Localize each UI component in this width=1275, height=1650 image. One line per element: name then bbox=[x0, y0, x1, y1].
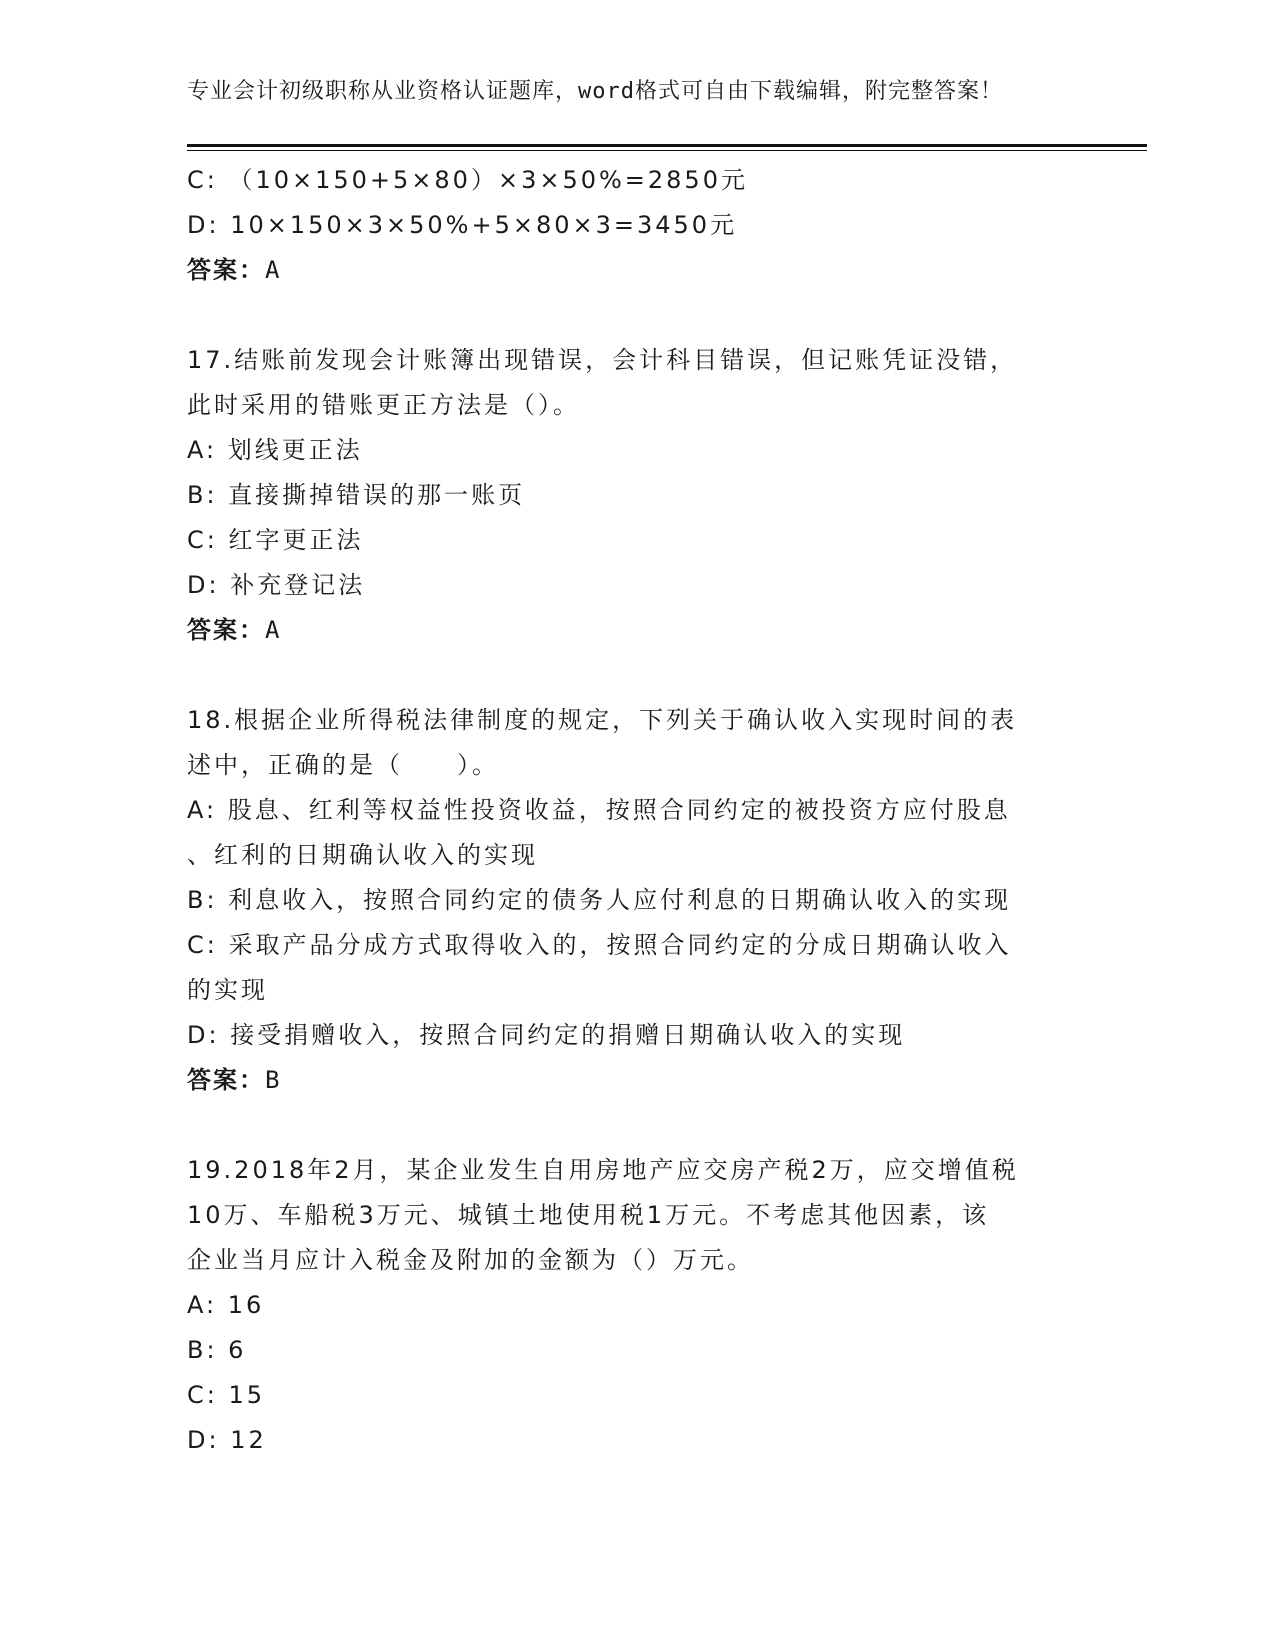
option-c: C: 红字更正法 bbox=[187, 526, 364, 554]
answer-label: 答案： bbox=[187, 616, 265, 644]
answer-value: A bbox=[265, 256, 282, 284]
option-c: C: 15 bbox=[187, 1381, 266, 1409]
question-19 bbox=[187, 1148, 1087, 1463]
question-16-tail bbox=[187, 158, 1087, 293]
header-rule-thin bbox=[187, 150, 1147, 151]
answer-line bbox=[187, 248, 1087, 293]
answer-label: 答案： bbox=[187, 256, 265, 284]
option-c: C: 采取产品分成方式取得收入的，按照合同约定的分成日期确认收入 bbox=[187, 931, 1012, 959]
question-stem: 述中，正确的是（ ）。 bbox=[187, 751, 499, 779]
option-d: D: 12 bbox=[187, 1426, 267, 1454]
option-d: D: 接受捐赠收入，按照合同约定的捐赠日期确认收入的实现 bbox=[187, 1021, 906, 1049]
header-rule-thick bbox=[187, 144, 1147, 147]
answer-value: B bbox=[265, 1066, 282, 1094]
answer-line bbox=[187, 1058, 1087, 1103]
option-b: B: 直接撕掉错误的那一账页 bbox=[187, 481, 526, 509]
option-a: A: 16 bbox=[187, 1291, 265, 1319]
option-b: B: 6 bbox=[187, 1336, 247, 1364]
question-stem: 18.根据企业所得税法律制度的规定，下列关于确认收入实现时间的表 bbox=[187, 706, 1018, 734]
answer-line bbox=[187, 608, 1087, 653]
question-stem: 19.2018年2月，某企业发生自用房地产应交房产税2万，应交增值税 bbox=[187, 1156, 1019, 1184]
option-a: A: 划线更正法 bbox=[187, 436, 363, 464]
option-c-continued: 的实现 bbox=[187, 976, 268, 1004]
option-d: D: 10×150×3×50%+5×80×3=3450元 bbox=[187, 211, 738, 239]
document-body bbox=[187, 158, 1087, 1463]
option-a-continued: 、红利的日期确认收入的实现 bbox=[187, 841, 538, 869]
page-header: 专业会计初级职称从业资格认证题库，word格式可自由下载编辑，附完整答案！ bbox=[187, 79, 1003, 104]
option-a: A: 股息、红利等权益性投资收益，按照合同约定的被投资方应付股息 bbox=[187, 796, 1011, 824]
option-b: B: 利息收入，按照合同约定的债务人应付利息的日期确认收入的实现 bbox=[187, 886, 1012, 914]
question-18 bbox=[187, 698, 1087, 1103]
question-stem: 此时采用的错账更正方法是（）。 bbox=[187, 391, 580, 419]
question-17 bbox=[187, 338, 1087, 653]
option-d: D: 补充登记法 bbox=[187, 571, 366, 599]
option-c: C: （10×150+5×80）×3×50%=2850元 bbox=[187, 166, 748, 194]
question-stem: 企业当月应计入税金及附加的金额为（）万元。 bbox=[187, 1246, 754, 1274]
question-stem: 17.结账前发现会计账簿出现错误，会计科目错误，但记账凭证没错， bbox=[187, 346, 1018, 374]
answer-label: 答案： bbox=[187, 1066, 265, 1094]
question-stem: 10万、车船税3万元、城镇土地使用税1万元。不考虑其他因素，该 bbox=[187, 1201, 990, 1229]
answer-value: A bbox=[265, 616, 282, 644]
